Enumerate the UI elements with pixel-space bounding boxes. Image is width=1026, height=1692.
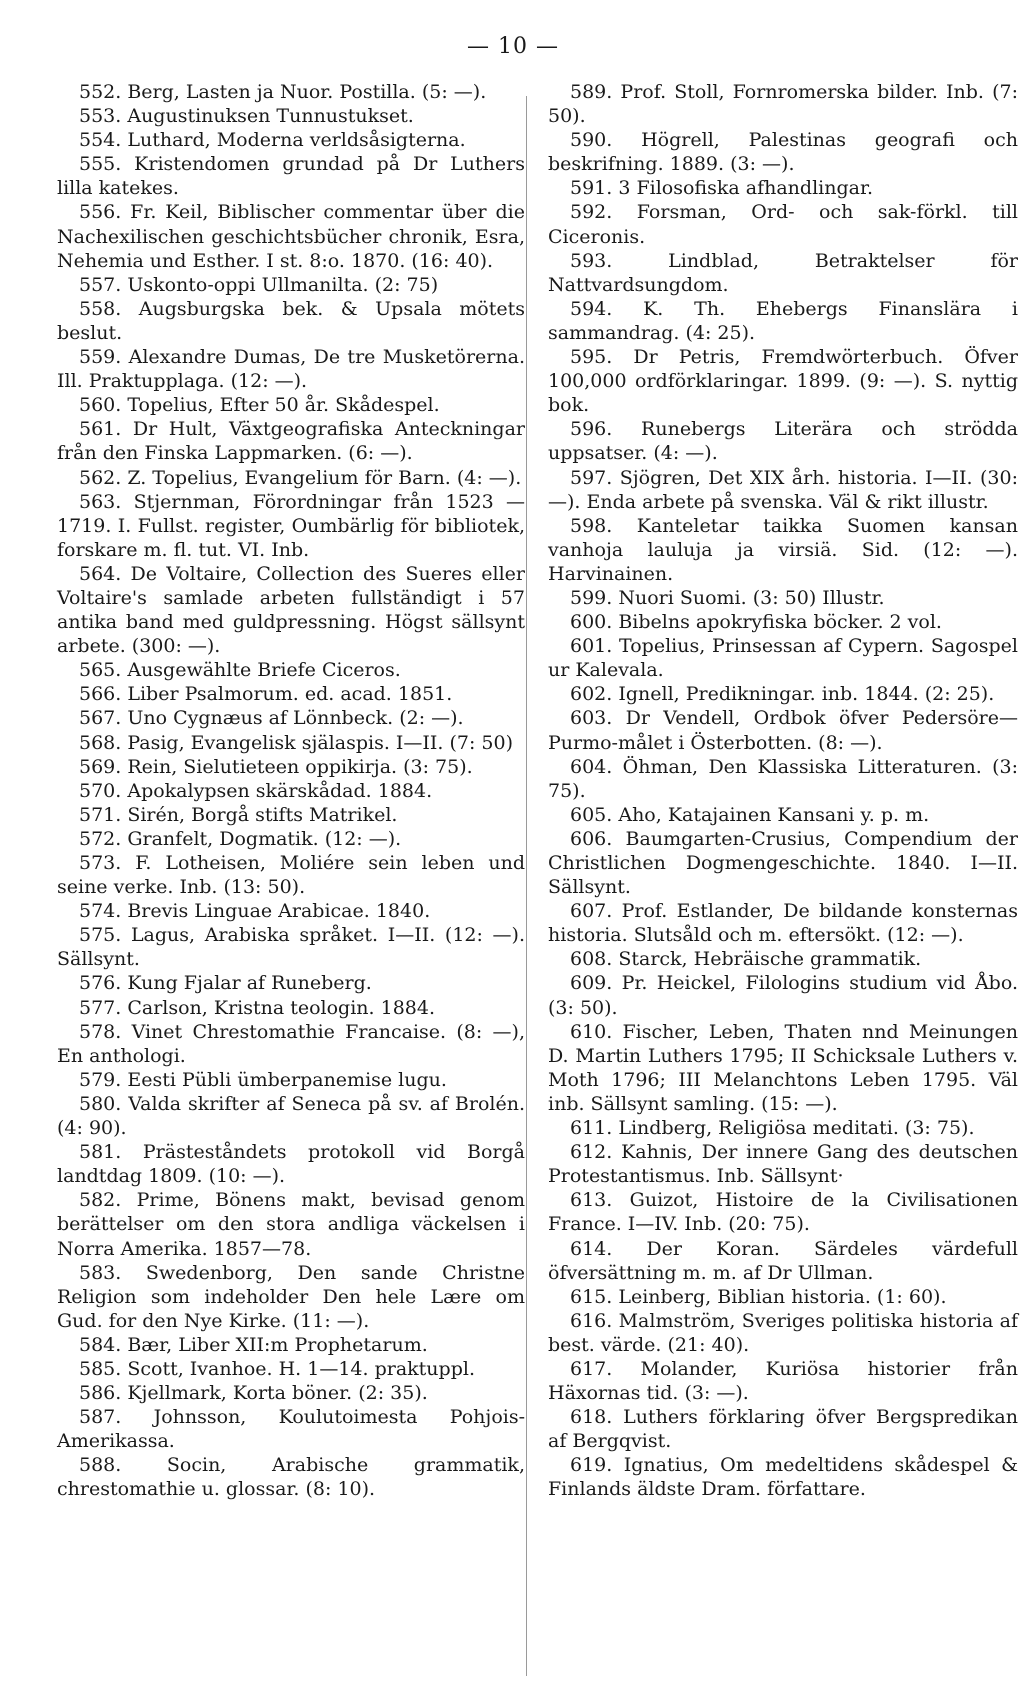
catalog-entry: 559. Alexandre Dumas, De tre Musketörerna. Ill. Praktupplaga. (12: —). (57, 346, 525, 393)
catalog-entry: 598. Kanteletar taikka Suomen kansan vanhoja lauluja ja virsiä. Sid. (12: —). Harvinainen. (548, 514, 1018, 585)
catalog-entry: 606. Baumgarten-Crusius, Compendium der Christlichen Dogmengeschichte. 1840. I—II. Sällsynt. (548, 827, 1018, 899)
catalog-entry: 591. 3 Filosofiska afhandlingar. (570, 177, 873, 200)
catalog-entry: 614. Der Koran. Särdeles värdefull öfversättning m. m. af Dr Ullman. (548, 1237, 1018, 1284)
catalog-entry: 563. Stjernman, Förordningar från 1523 —1719. I. Fullst. register, Oumbärlig för bibliotek, forskare m. fl. tut. VI. Inb. (57, 490, 525, 561)
catalog-entry: 584. Bær, Liber XII:m Prophetarum. (79, 1333, 428, 1356)
catalog-entry: 592. Forsman, Ord- och sak-förkl. till Ciceronis. (548, 201, 1018, 248)
catalog-entry: 619. Ignatius, Om medeltidens skådespel & Finlands äldste Dram. författare. (548, 1454, 1018, 1501)
catalog-entry: 561. Dr Hult, Växtgeografiska Anteckningar från den Finska Lappmarken. (6: —). (57, 418, 525, 465)
catalog-entry: 579. Eesti Pübli ümberpanemise lugu. (79, 1068, 447, 1091)
left-column (57, 80, 525, 1502)
catalog-entry: 571. Sirén, Borgå stifts Matrikel. (79, 803, 398, 826)
catalog-entry: 555. Kristendomen grundad på Dr Luthers lilla katekes. (57, 153, 525, 200)
catalog-entry: 611. Lindberg, Religiösa meditati. (3: 75). (570, 1117, 975, 1140)
catalog-entry: 589. Prof. Stoll, Fornromerska bilder. Inb. (7: 50). (548, 81, 1018, 128)
catalog-entry: 567. Uno Cygnæus af Lönnbeck. (2: —). (79, 707, 464, 730)
catalog-entry: 556. Fr. Keil, Biblischer commentar über die Nachexilischen geschichtsbücher chronik, Esra, Nehemia und Esther. I st. 8:o. 1870. (16: 40). (57, 201, 525, 272)
catalog-entry: 613. Guizot, Histoire de la Civilisationen France. I—IV. Inb. (20: 75). (548, 1189, 1018, 1236)
catalog-entry: 575. Lagus, Arabiska språket. I—II. (12: —). Sällsynt. (57, 924, 525, 971)
catalog-entry: 616. Malmström, Sveriges politiska historia af best. värde. (21: 40). (548, 1309, 1018, 1356)
catalog-entry: 564. De Voltaire, Collection des Sueres eller Voltaire's samlade arbeten fullständigt i 57 antika band med guldpressning. Högst sällsynt arbete. (300: —). (57, 562, 525, 658)
catalog-entry: 618. Luthers förklaring öfver Bergspredikan af Bergqvist. (548, 1406, 1018, 1453)
catalog-entry: 553. Augustinuksen Tunnustukset. (79, 105, 414, 128)
catalog-entry: 604. Öhman, Den Klassiska Litteraturen. (3: 75). (548, 755, 1018, 802)
catalog-entry: 578. Vinet Chrestomathie Francaise. (8: —), En anthologi. (57, 1020, 525, 1067)
page-number: — 10 — (467, 34, 559, 59)
catalog-entry: 574. Brevis Linguae Arabicae. 1840. (79, 900, 431, 923)
catalog-entry: 581. Prästeståndets protokoll vid Borgå landtdag 1809. (10: —). (57, 1141, 525, 1188)
catalog-entry: 560. Topelius, Efter 50 år. Skådespel. (79, 394, 440, 417)
catalog-entry: 566. Liber Psalmorum. ed. acad. 1851. (79, 683, 453, 706)
catalog-entry: 595. Dr Petris, Fremdwörterbuch. Öfver 100,000 ordförklaringar. 1899. (9: —). S. nyttig bok. (548, 346, 1018, 417)
catalog-entry: 573. F. Lotheisen, Moliére sein leben und seine verke. Inb. (13: 50). (57, 852, 525, 899)
catalog-entry: 576. Kung Fjalar af Runeberg. (79, 972, 372, 995)
catalog-entry: 617. Molander, Kuriösa historier från Häxornas tid. (3: —). (548, 1357, 1018, 1405)
catalog-entry: 602. Ignell, Predikningar. inb. 1844. (2: 25). (570, 683, 995, 706)
catalog-entry: 605. Aho, Katajainen Kansani y. p. m. (570, 803, 930, 826)
catalog-entry: 596. Runebergs Literära och strödda uppsatser. (4: —). (548, 418, 1018, 465)
catalog-entry: 588. Socin, Arabische grammatik, chrestomathie u. glossar. (8: 10). (57, 1454, 525, 1501)
catalog-entry: 607. Prof. Estlander, De bildande konsternas historia. Slutsåld och m. eftersökt. (12: —). (548, 900, 1018, 947)
catalog-entry: 608. Starck, Hebräische grammatik. (570, 948, 922, 971)
catalog-entry: 572. Granfelt, Dogmatik. (12: —). (79, 827, 402, 850)
catalog-entry: 586. Kjellmark, Korta böner. (2: 35). (79, 1382, 428, 1405)
catalog-entry: 568. Pasig, Evangelisk själaspis. I—II. (7: 50) (79, 731, 514, 754)
catalog-entry: 557. Uskonto-oppi Ullmanilta. (2: 75) (79, 273, 439, 296)
catalog-entry: 593. Lindblad, Betraktelser för Nattvardsungdom. (548, 249, 1018, 296)
catalog-entry: 582. Prime, Bönens makt, bevisad genom berättelser om den stora andliga väckelsen i Norra Amerika. 1857—78. (57, 1189, 525, 1260)
catalog-entry: 612. Kahnis, Der innere Gang des deutschen Protestantismus. Inb. Sällsynt· (548, 1141, 1018, 1188)
catalog-entry: 565. Ausgewählte Briefe Ciceros. (79, 659, 401, 682)
catalog-entry: 587. Johnsson, Koulutoimesta Pohjois-Amerikassa. (57, 1406, 525, 1453)
catalog-entry: 603. Dr Vendell, Ordbok öfver Pedersöre—Purmo-målet i Österbotten. (8: —). (548, 707, 1018, 754)
catalog-entry: 552. Berg, Lasten ja Nuor. Postilla. (5: —). (79, 81, 487, 103)
catalog-entry: 615. Leinberg, Biblian historia. (1: 60). (570, 1285, 947, 1308)
catalog-entry: 609. Pr. Heickel, Filologins studium vid Åbo. (3: 50). (548, 972, 1018, 1019)
catalog-entry: 558. Augsburgska bek. & Upsala mötets beslut. (57, 297, 525, 344)
catalog-entry: 562. Z. Topelius, Evangelium för Barn. (4: —). (79, 466, 522, 489)
right-column (548, 80, 1018, 1502)
catalog-entry: 583. Swedenborg, Den sande Christne Religion som indeholder Den hele Lære om Gud. for den Nye Kirke. (11: —). (57, 1261, 525, 1332)
catalog-entry: 610. Fischer, Leben, Thaten nnd Meinungen D. Martin Luthers 1795; II Schicksale Luthers v. Moth 1796; III Melanchtons Leben 1795. Väl inb. Sällsynt samling. (15: —). (548, 1020, 1018, 1115)
catalog-entry: 554. Luthard, Moderna verldsåsigterna. (79, 129, 466, 152)
catalog-entry: 590. Högrell, Palestinas geografi och beskrifning. 1889. (3: —). (548, 129, 1018, 176)
catalog-entry: 577. Carlson, Kristna teologin. 1884. (79, 996, 435, 1019)
catalog-entry: 600. Bibelns apokryfiska böcker. 2 vol. (570, 611, 942, 634)
catalog-entry: 569. Rein, Sielutieteen oppikirja. (3: 75). (79, 755, 473, 778)
catalog-entry: 597. Sjögren, Det XIX årh. historia. I—II. (30: —). Enda arbete på svenska. Väl & rikt illustr. (548, 466, 1018, 513)
catalog-entry: 601. Topelius, Prinsessan af Cypern. Sagospel ur Kalevala. (548, 635, 1018, 682)
catalog-entry: 599. Nuori Suomi. (3: 50) Illustr. (570, 586, 885, 609)
catalog-entry: 594. K. Th. Ehebergs Finanslära i sammandrag. (4: 25). (548, 297, 1018, 344)
catalog-entry: 570. Apokalypsen skärskådad. 1884. (79, 779, 433, 802)
catalog-entry: 585. Scott, Ivanhoe. H. 1—14. praktuppl. (79, 1357, 475, 1380)
catalog-entry: 580. Valda skrifter af Seneca på sv. af Brolén. (4: 90). (57, 1092, 525, 1140)
column-divider (526, 96, 527, 1676)
